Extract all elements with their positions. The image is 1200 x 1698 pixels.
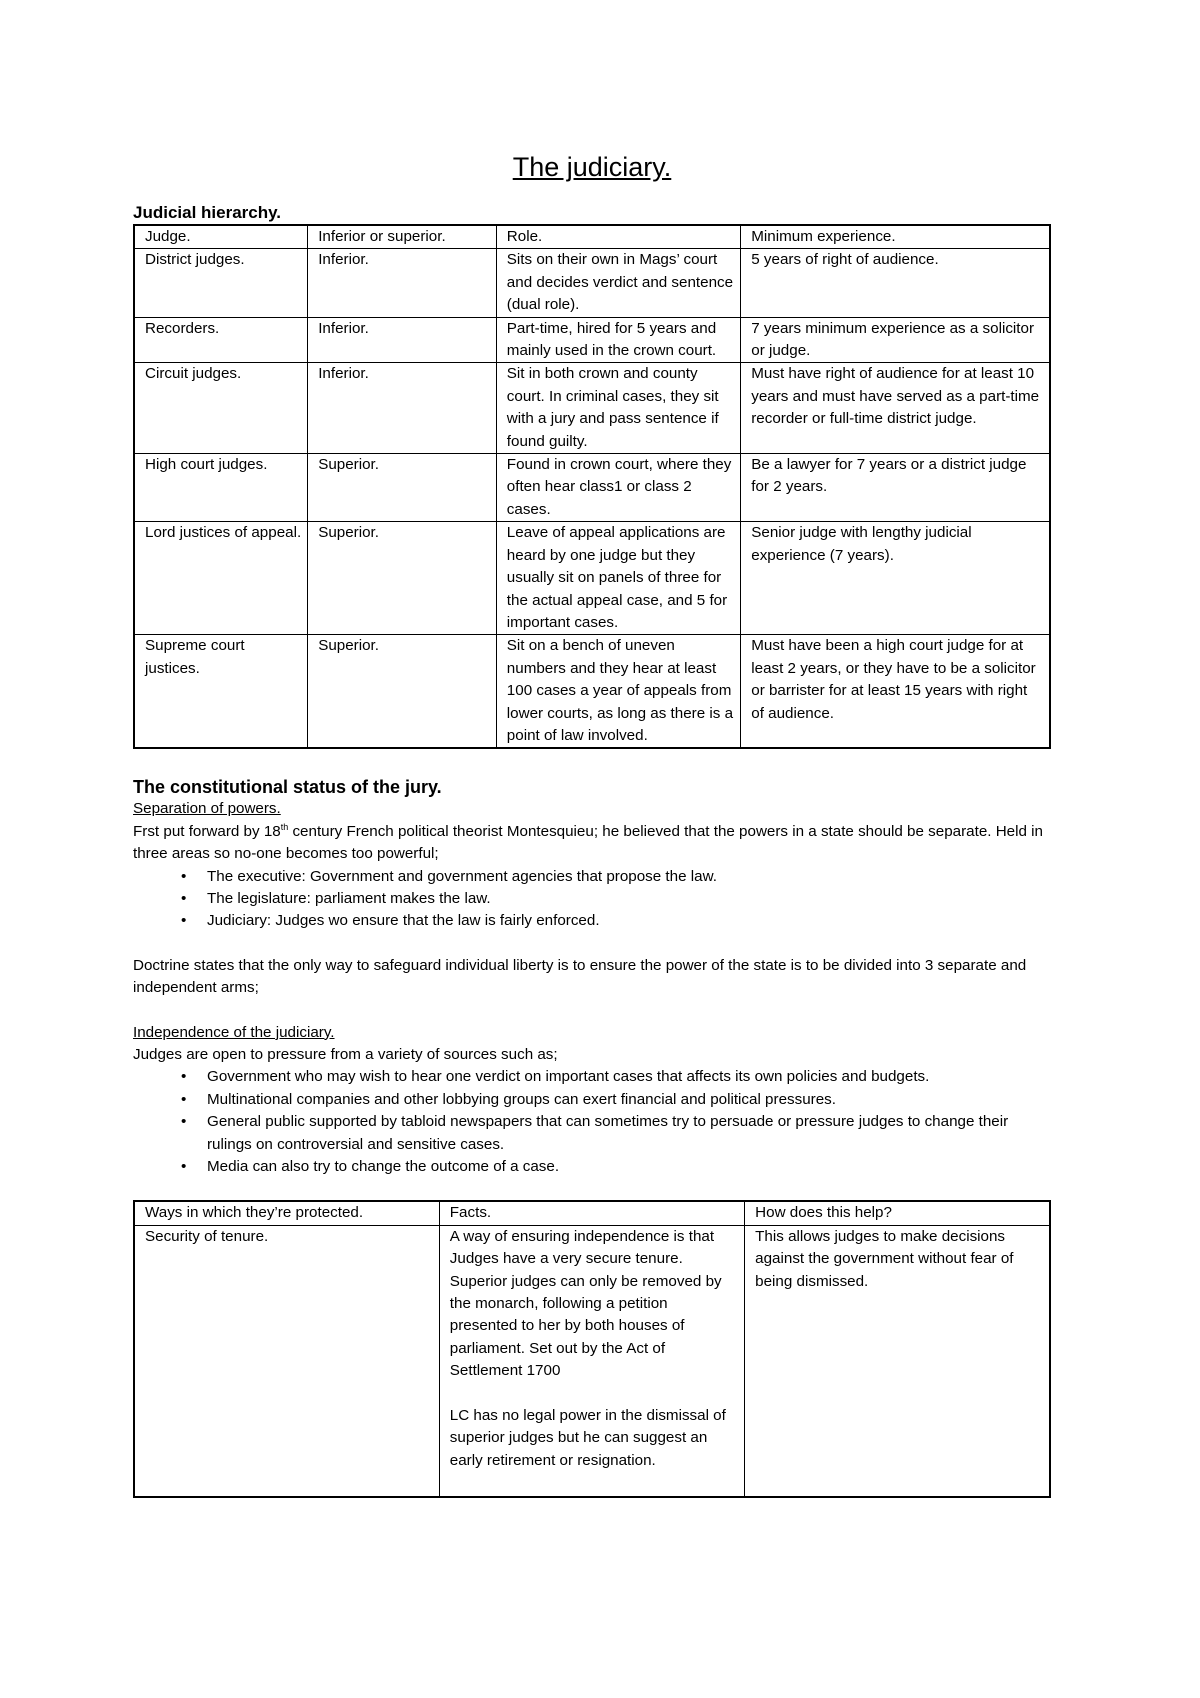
- jury-heading: The constitutional status of the jury.: [133, 777, 442, 798]
- list-item: [133, 1066, 1051, 1088]
- list-item-text: Government who may wish to hear one verdict on important cases that affects its own policies and budgets.: [207, 1068, 930, 1086]
- table-cell: Superior.: [308, 635, 497, 749]
- header-cell: Minimum experience.: [741, 225, 1050, 249]
- list-item-text: The executive: Government and government agencies that propose the law.: [207, 867, 717, 885]
- independence-intro: Judges are open to pressure from a variety of sources such as;: [133, 1046, 558, 1063]
- header-cell: Judge.: [134, 225, 308, 249]
- separation-text-b: century French political theorist Montesquieu; he believed that the powers in a state should be separate. Held in three areas so no-one becomes too powerful;: [133, 822, 1043, 863]
- table-row: [134, 522, 1050, 635]
- table-cell: Be a lawyer for 7 years or a district judge for 2 years.: [741, 454, 1050, 522]
- way-cell: Security of tenure.: [134, 1225, 439, 1497]
- protection-table: [133, 1200, 1051, 1497]
- bullet-icon: •: [181, 1113, 187, 1131]
- table-cell: Superior.: [308, 522, 497, 635]
- bullet-icon: •: [181, 912, 187, 930]
- table-cell: District judges.: [134, 249, 308, 317]
- table-cell: Part-time, hired for 5 years and mainly used in the crown court.: [496, 317, 740, 363]
- pressures-list: [133, 1066, 1051, 1178]
- separation-heading: Separation of powers.: [133, 800, 281, 818]
- help-cell: This allows judges to make decisions against the government without fear of being dismissed.: [745, 1225, 1050, 1497]
- table-row: [134, 1225, 1050, 1497]
- list-item-text: The legislature: parliament makes the law.: [207, 889, 491, 907]
- ordinal-suffix: th: [280, 821, 289, 832]
- table-cell: Found in crown court, where they often hear class1 or class 2 cases.: [496, 454, 740, 522]
- doctrine-text: Doctrine states that the only way to safeguard individual liberty is to ensure the power of the state is to be divided into 3 separate and independent arms;: [133, 956, 1027, 997]
- header-cell: Facts.: [439, 1201, 744, 1225]
- table-cell: Superior.: [308, 454, 497, 522]
- hierarchy-heading: Judicial hierarchy.: [133, 203, 282, 222]
- list-item: [133, 1156, 1051, 1178]
- list-item-text: Media can also try to change the outcome of a case.: [207, 1158, 560, 1176]
- table-row: [134, 363, 1050, 454]
- list-item: [133, 1111, 1051, 1156]
- separation-text-a: Frst put forward by 18: [133, 822, 281, 840]
- bullet-icon: •: [181, 1158, 187, 1176]
- list-item: [133, 888, 1051, 910]
- hierarchy-table: [133, 224, 1051, 749]
- table-cell: 5 years of right of audience.: [741, 249, 1050, 317]
- independence-heading: Independence of the judiciary.: [133, 1023, 335, 1041]
- table-cell: Circuit judges.: [134, 363, 308, 454]
- bullet-icon: •: [181, 1068, 187, 1086]
- table-row: [134, 635, 1050, 749]
- table-cell: 7 years minimum experience as a solicitor or judge.: [741, 317, 1050, 363]
- separation-text: [133, 821, 1051, 866]
- list-item: [133, 910, 1051, 932]
- table-cell: Inferior.: [308, 363, 497, 454]
- table-cell: Must have been a high court judge for at least 2 years, or they have to be a solicitor or barrister for at least 15 years with right of audience.: [741, 635, 1050, 749]
- list-item-text: Judiciary: Judges wo ensure that the law is fairly enforced.: [207, 912, 600, 930]
- table-cell: Recorders.: [134, 317, 308, 363]
- header-cell: How does this help?: [745, 1201, 1050, 1225]
- table-row: [134, 249, 1050, 317]
- list-item-text: Multinational companies and other lobbying groups can exert financial and political pressures.: [207, 1090, 836, 1108]
- table-cell: High court judges.: [134, 454, 308, 522]
- table-cell: Sit in both crown and county court. In criminal cases, they sit with a jury and pass sentence if found guilty.: [496, 363, 740, 454]
- document-page: [133, 150, 1051, 1498]
- table-cell: Lord justices of appeal.: [134, 522, 308, 635]
- list-item-text: General public supported by tabloid newspapers that can sometimes try to persuade or pressure judges to change their rulings on controversial and sensitive cases.: [207, 1113, 1009, 1153]
- list-item: [133, 866, 1051, 888]
- table-row: [134, 454, 1050, 522]
- bullet-icon: •: [181, 889, 187, 907]
- facts-paragraph: LC has no legal power in the dismissal of superior judges but he can suggest an early retirement or resignation.: [449, 1407, 726, 1469]
- table-cell: Must have right of audience for at least 10 years and must have served as a part-time recorder or full-time district judge.: [741, 363, 1050, 454]
- list-item: [133, 1089, 1051, 1111]
- bullet-icon: •: [181, 1090, 187, 1108]
- table-cell: Sit on a bench of uneven numbers and they hear at least 100 cases a year of appeals from lower courts, as long as there is a point of law involved.: [496, 635, 740, 749]
- table-cell: Sits on their own in Mags’ court and decides verdict and sentence (dual role).: [496, 249, 740, 317]
- table-cell: Supreme court justices.: [134, 635, 308, 749]
- table-cell: Leave of appeal applications are heard by one judge but they usually sit on panels of three for the actual appeal case, and 5 for important cases.: [496, 522, 740, 635]
- table-cell: Senior judge with lengthy judicial experience (7 years).: [741, 522, 1050, 635]
- table-cell: Inferior.: [308, 317, 497, 363]
- header-cell: Inferior or superior.: [308, 225, 497, 249]
- bullet-icon: •: [181, 867, 187, 885]
- table-header-row: [134, 225, 1050, 249]
- page-title: The judiciary.: [512, 152, 672, 182]
- table-cell: Inferior.: [308, 249, 497, 317]
- header-cell: Ways in which they’re protected.: [134, 1201, 439, 1225]
- facts-paragraph: A way of ensuring independence is that Judges have a very secure tenure. Superior judges can only be removed by the monarch, following a petition presented to her by both houses of parliament. Set out by the Act of Settlement 1700: [449, 1227, 722, 1380]
- table-header-row: [134, 1201, 1050, 1225]
- powers-list: [133, 866, 1051, 933]
- table-row: [134, 317, 1050, 363]
- facts-cell: [439, 1225, 744, 1497]
- header-cell: Role.: [496, 225, 740, 249]
